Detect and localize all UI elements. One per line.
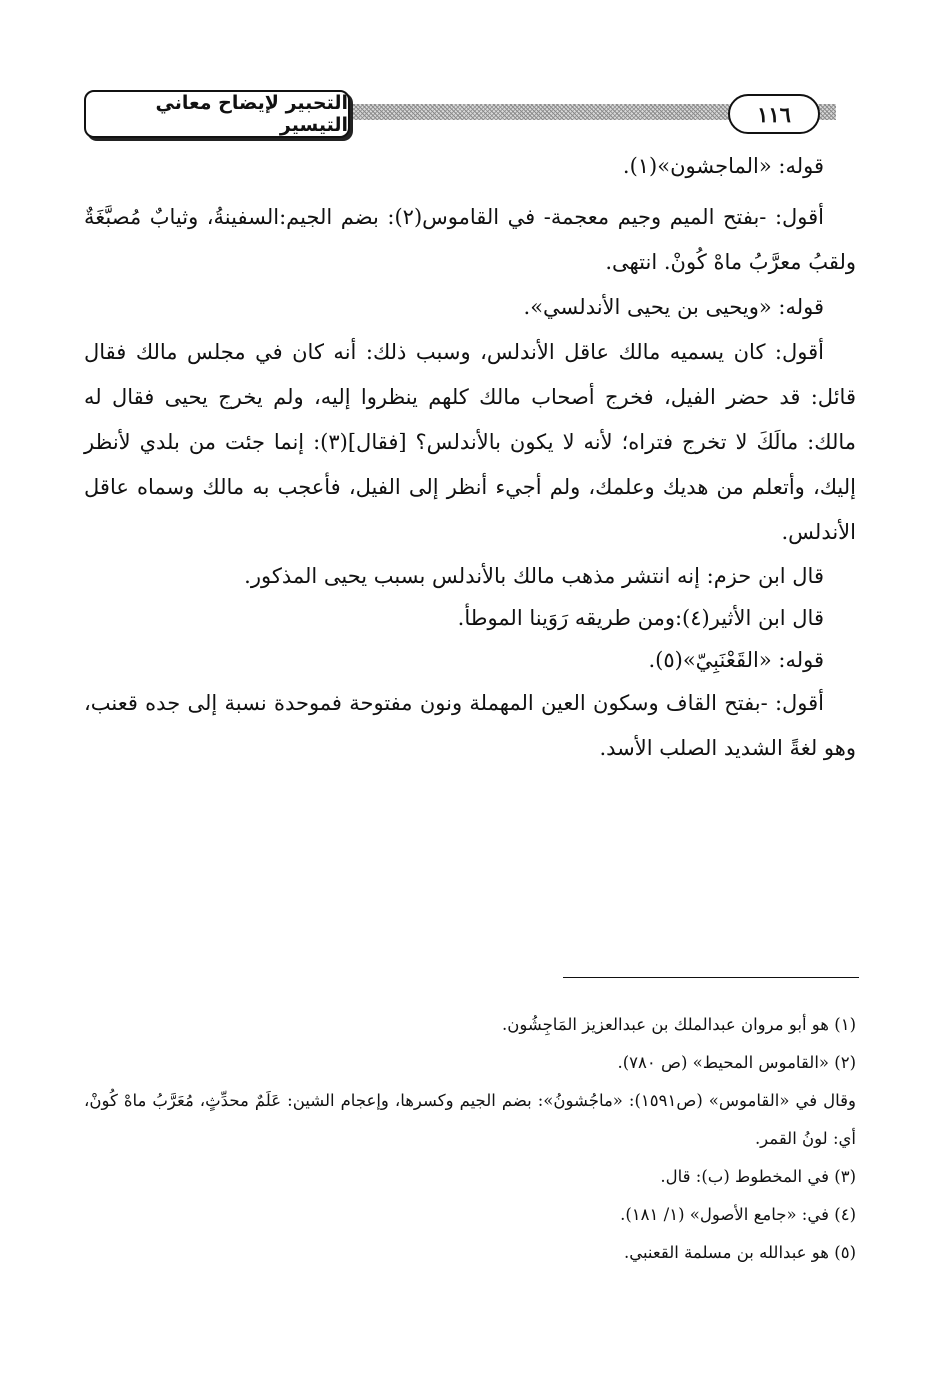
paragraph: أقول: -بفتح القاف وسكون العين المهملة ونون مفتوحة فموحدة نسبة إلى جده قعنب، وهو لغةً الشديد الصلب الأسد. xyxy=(84,691,856,760)
footnote: (١) هو أبو مروان عبدالملك بن عبدالعزيز المَاجِشُون. xyxy=(502,1015,856,1034)
footnote-separator xyxy=(563,977,859,978)
page-number: ١١٦ xyxy=(757,101,791,127)
paragraph: أقول: -بفتح الميم وجيم معجمة- في القاموس(٢): بضم الجيم:السفينةُ، وثيابٌ مُصبَّغَةٌ ولقبُ معرَّبُ ماهْ كُونْ. انتهى. xyxy=(84,205,856,274)
paragraph: قوله: «ويحيى بن يحيى الأندلسي». xyxy=(523,295,824,319)
paragraph: قوله: «القَعْنَبِيّ»(٥). xyxy=(648,648,824,672)
paragraph: قال ابن الأثير(٤):ومن طريقه رَوَينا الموطأ. xyxy=(457,606,824,630)
footnote: (٣) في المخطوط (ب): قال. xyxy=(660,1167,856,1186)
main-text xyxy=(84,144,856,771)
paragraph: قوله: «الماجشون»(١). xyxy=(622,154,824,178)
footnote: (٤) في: «جامع الأصول» (١/ ١٨١). xyxy=(620,1205,856,1224)
footnote: (٢) «القاموس المحيط» (ص ٧٨٠). xyxy=(617,1053,856,1072)
header-title-frame xyxy=(84,90,350,138)
footnotes xyxy=(84,1006,856,1272)
paragraph: أقول: كان يسميه مالك عاقل الأندلس، وسبب ذلك: أنه كان في مجلس مالك فقال قائل: قد حضر الفيل، فخرج أصحاب مالك كلهم ينظروا إليه، ولم يخرج يحيى فقال له مالك: مالَكَ لا تخرج فتراه؛ لأنه لا يكون بالأندلس؟ [فقال](٣): إنما جئت من بلدي لأنظر إليك، وأتعلم من هديك وعلمك، ولم أجيء أنظر إلى الفيل، فأعجب به مالك وسماه عاقل الأندلس. xyxy=(84,340,856,544)
page-number-frame xyxy=(728,94,820,134)
footnote-continuation: وقال في «القاموس» (ص١٥٩١): «ماجُشونُ»: بضم الجيم وكسرها، وإعجام الشين: عَلَمٌ محدِّثٍ، مُعَرَّبُ ماهْ كُونْ، أي: لونُ القمر. xyxy=(84,1091,856,1148)
page-header xyxy=(84,90,836,146)
book-title: التحبير لإيضاح معاني التيسير xyxy=(155,92,348,136)
paragraph: قال ابن حزم: إنه انتشر مذهب مالك بالأندلس بسبب يحيى المذكور. xyxy=(244,564,824,588)
footnote: (٥) هو عبدالله بن مسلمة القعنبي. xyxy=(623,1243,856,1262)
